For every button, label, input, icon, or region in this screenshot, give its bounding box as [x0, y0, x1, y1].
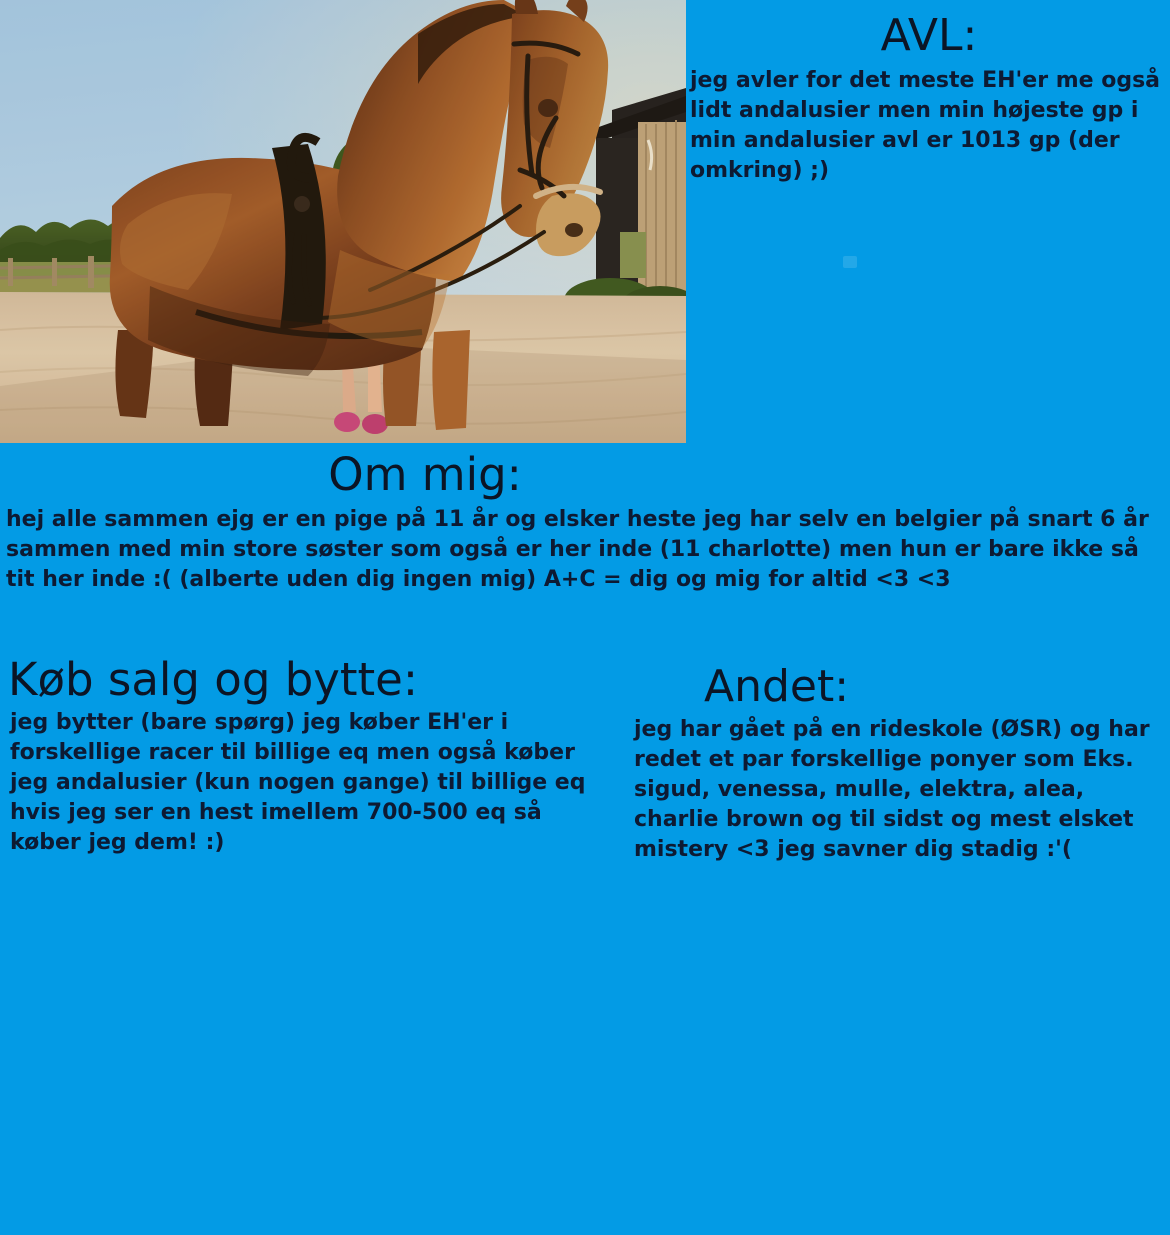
om-mig-heading: Om mig:	[328, 448, 522, 501]
warm-wash	[0, 0, 686, 443]
andet-body: jeg har gået på en rideskole (ØSR) og har redet et par forskellige ponyer som Eks. sigud, venessa, mulle, elektra, alea, charlie brown og til sidst og mest elsket mistery <3 jeg savner dig stadig :'(	[634, 717, 1150, 862]
image-artifact	[843, 256, 857, 268]
horse-photo-artwork	[0, 0, 686, 443]
section-avl	[690, 10, 1168, 186]
kob-salg-bytte-body: jeg bytter (bare spørg) jeg køber EH'er i forskellige racer til billige eq men også køber jeg andalusier (kun nogen gange) til billige eq hvis jeg ser en hest imellem 700-500 eq så køber jeg dem! :)	[10, 710, 586, 855]
avl-body: jeg avler for det meste EH'er me også lidt andalusier men min højeste gp i min andalusier avl er 1013 gp (der omkring) ;)	[690, 68, 1161, 183]
andet-heading: Andet:	[704, 661, 850, 712]
om-mig-body: hej alle sammen ejg er en pige på 11 år og elsker heste jeg har selv en belgier på snart 6 år sammen med min store søster som også er her inde (11 charlotte) men hun er bare ikke så tit her inde :( (alberte uden dig ingen mig) A+C = dig og mig for altid <3 <3	[6, 507, 1149, 592]
avl-heading: AVL:	[880, 10, 978, 61]
section-andet	[630, 661, 1168, 865]
section-om-mig	[0, 448, 1170, 595]
horse-photo	[0, 0, 686, 443]
section-kob-salg-bytte	[8, 653, 620, 858]
kob-salg-bytte-heading: Køb salg og bytte:	[8, 653, 419, 706]
